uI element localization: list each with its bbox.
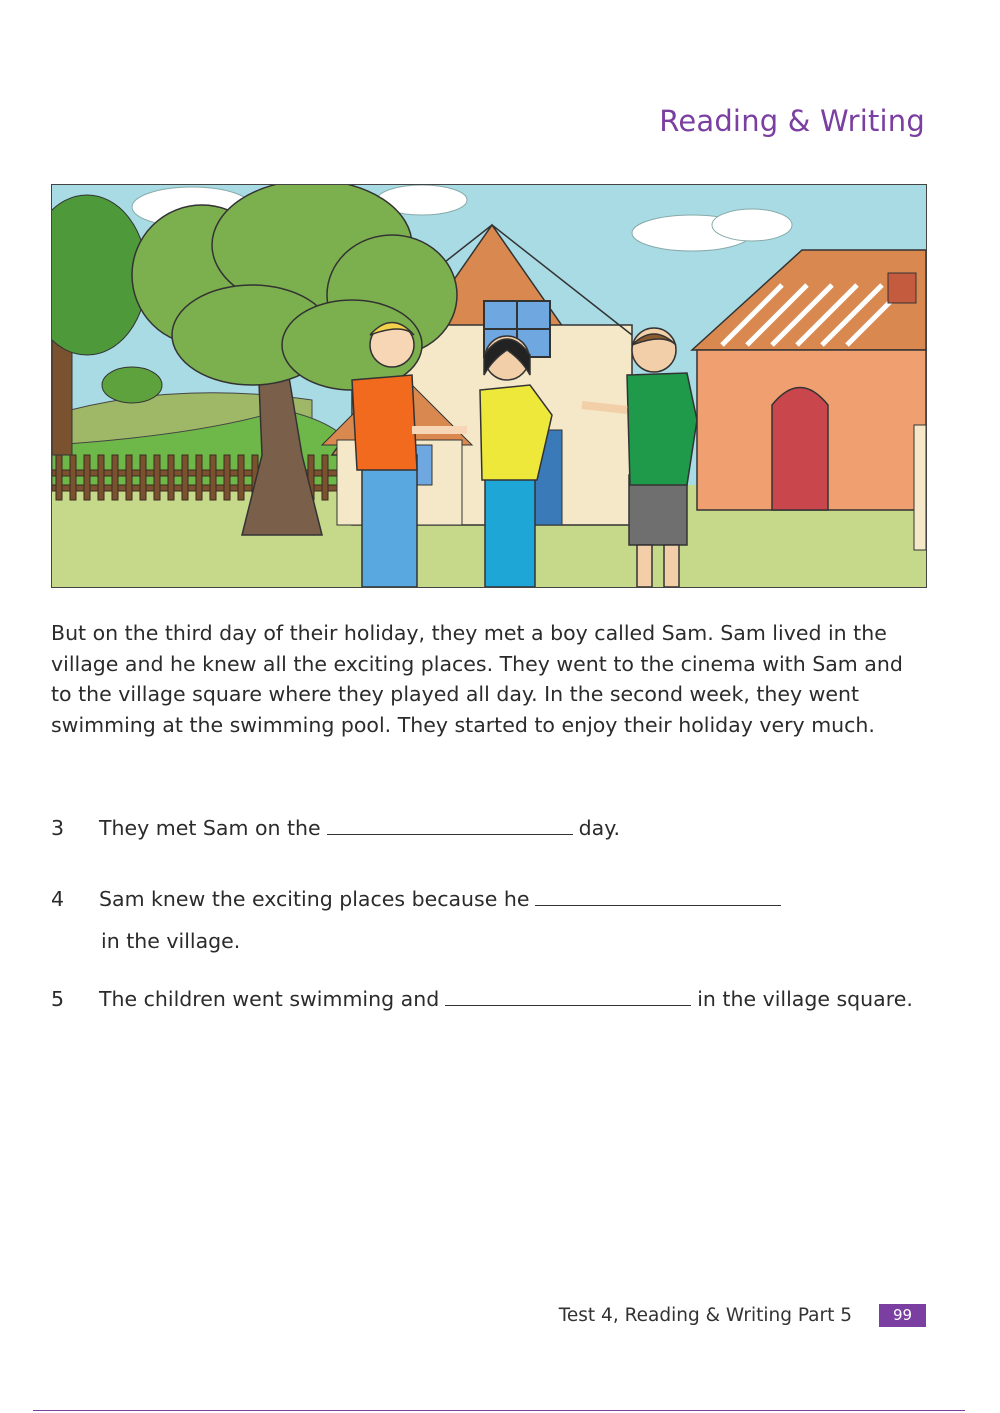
footer-label: Test 4, Reading & Writing Part 5: [558, 1305, 852, 1326]
reading-passage: [51, 618, 931, 740]
question-5: [51, 987, 913, 1011]
question-number: 3: [51, 816, 65, 840]
question-text-after: in the village square.: [697, 987, 913, 1011]
question-text-after: day.: [578, 816, 620, 840]
passage-line: to the village square where they played all day. In the second week, they went: [51, 682, 860, 706]
question-text-before: They met Sam on the: [99, 816, 321, 840]
question-number: 5: [51, 987, 65, 1011]
page-number: 99: [879, 1304, 926, 1327]
village-scene-image: [52, 185, 926, 587]
question-3: [51, 816, 620, 840]
question-text-before: The children went swimming and: [99, 987, 440, 1011]
question-4: [51, 887, 787, 911]
answer-blank[interactable]: [327, 820, 573, 835]
question-4-continuation: in the village.: [101, 929, 241, 953]
passage-line: But on the third day of their holiday, they met a boy called Sam. Sam lived in the: [51, 621, 887, 645]
bottom-divider: [33, 1410, 965, 1411]
answer-blank[interactable]: [445, 991, 691, 1006]
passage-line: swimming at the swimming pool. They started to enjoy their holiday very much.: [51, 712, 875, 737]
question-text-before: Sam knew the exciting places because he: [99, 887, 530, 911]
story-illustration: [51, 184, 927, 588]
answer-blank[interactable]: [535, 891, 781, 906]
section-title: Reading & Writing: [659, 104, 925, 138]
question-number: 4: [51, 887, 65, 911]
passage-line: village and he knew all the exciting places. They went to the cinema with Sam and: [51, 651, 903, 676]
